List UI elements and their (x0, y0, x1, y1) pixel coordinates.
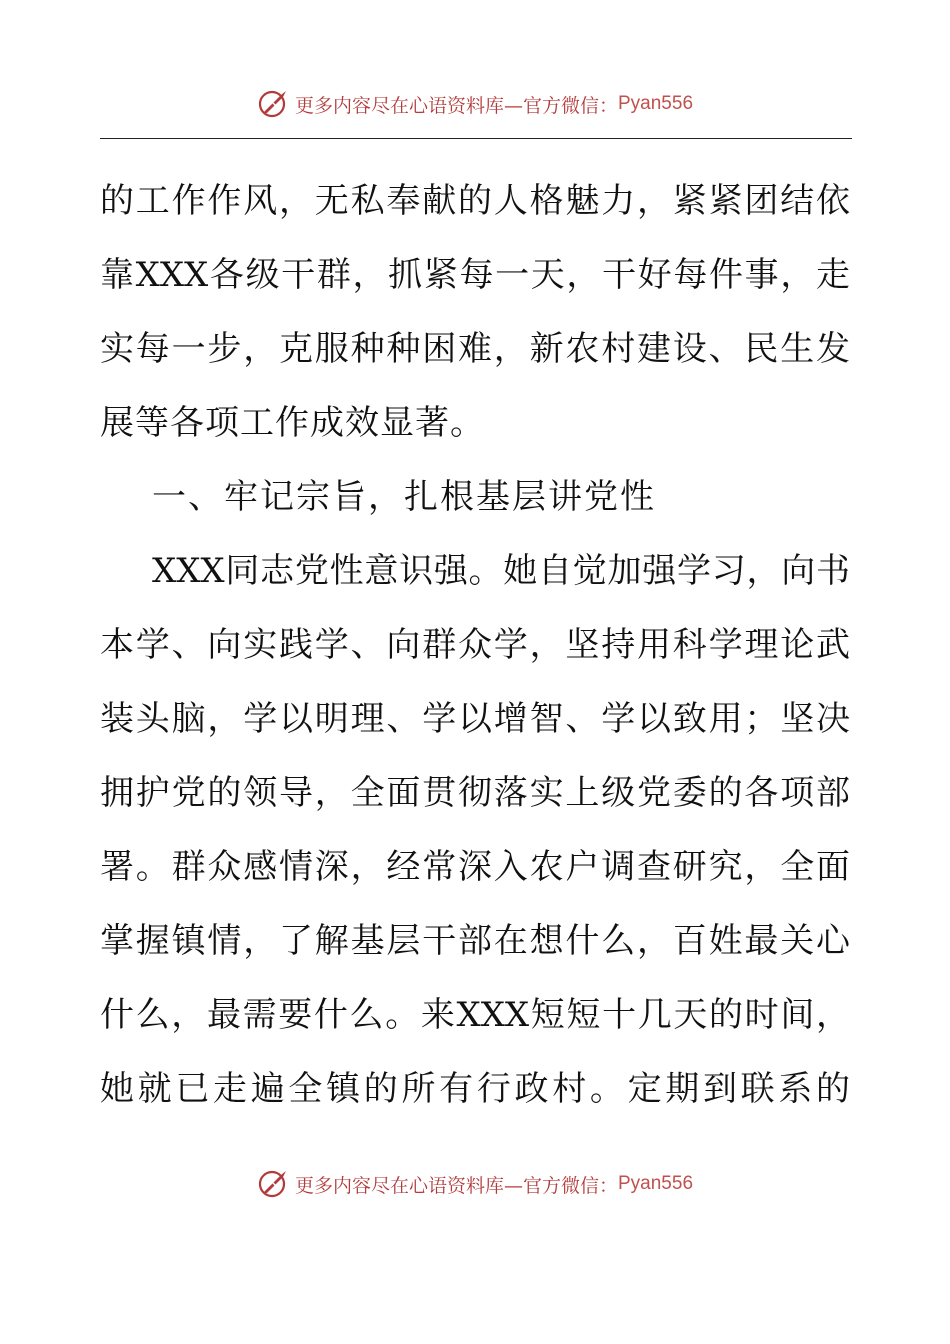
header-wechat-id: Pyan556 (618, 93, 694, 114)
body-line: 靠XXX各级干群，抓紧每一天，干好每件事，走 (100, 255, 850, 295)
body-line: 署。群众感情深，经常深入农户调查研究，全面 (100, 847, 850, 887)
footer-banner-text: 更多内容尽在心语资料库—官方微信： (294, 1174, 618, 1197)
body-line: 掌握镇情，了解基层干部在想什么，百姓最关心 (100, 921, 850, 961)
body-line: 实每一步，克服种种困难，新农村建设、民生发 (100, 329, 850, 369)
section-heading: 一、牢记宗旨，扎根基层讲党性 (152, 477, 656, 517)
body-line: XXX同志党性意识强。她自觉加强学习，向书 (152, 551, 850, 591)
header-banner (0, 84, 950, 124)
body-line: 展等各项工作成效显著。 (100, 403, 485, 443)
header-divider (100, 138, 852, 139)
quill-pen-circle-icon (257, 1167, 291, 1201)
document-body (100, 164, 850, 1126)
body-line: 她就已走遍全镇的所有行政村。定期到联系的 (100, 1069, 850, 1109)
body-line: 什么，最需要什么。来XXX短短十几天的时间， (100, 995, 850, 1035)
body-line: 装头脑，学以明理、学以增智、学以致用；坚决 (100, 699, 850, 739)
header-banner-text: 更多内容尽在心语资料库—官方微信： (294, 94, 618, 117)
body-line: 的工作作风，无私奉献的人格魅力，紧紧团结依 (100, 181, 850, 221)
quill-pen-circle-icon (257, 87, 291, 121)
body-line: 本学、向实践学、向群众学，坚持用科学理论武 (100, 625, 850, 665)
body-line: 拥护党的领导，全面贯彻落实上级党委的各项部 (100, 773, 850, 813)
footer-wechat-id: Pyan556 (618, 1173, 694, 1194)
footer-banner (0, 1164, 950, 1204)
